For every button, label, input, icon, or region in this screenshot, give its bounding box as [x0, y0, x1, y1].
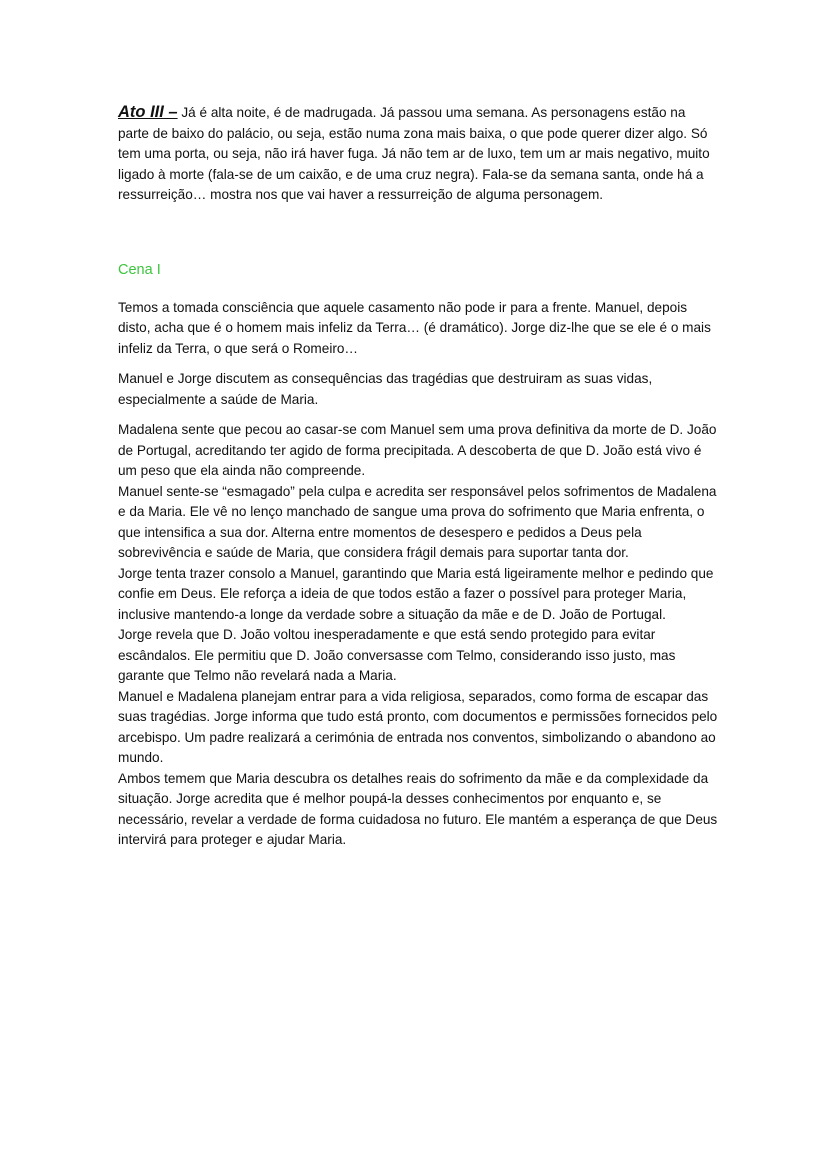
summary-line: Madalena sente que pecou ao casar-se com Manuel sem uma prova definitiva da morte de D. João de Portugal, acreditando ter agido de forma precipitada. A descoberta de que D. João está vivo é um peso que ela ainda não compreende. [118, 422, 717, 478]
document-page [118, 102, 718, 851]
summary-line: Manuel sente-se “esmagado” pela culpa e acredita ser responsável pelos sofrimentos de Madalena e da Maria. Ele vê no lenço manchado de sangue uma prova do sofrimento que Maria enfrenta, o que intensifica a sua dor. Alterna entre momentos de desespero e pedidos a Deus pela sobrevivência e saúde de Maria, que considera frágil demais para suportar tanta dor. [118, 483, 717, 560]
scene-paragraph: Temos a tomada consciência que aquele casamento não pode ir para a frente. Manuel, depois disto, acha que é o homem mais infeliz da Terra… (é dramático). Jorge diz-lhe que se ele é o mais infeliz da Terra, o que será o Romeiro… [118, 299, 711, 356]
summary-line: Manuel e Madalena planejam entrar para a vida religiosa, separados, como forma de escapar das suas tragédias. Jorge informa que tudo está pronto, com documentos e permissões fornecidos pelo arcebispo. Um padre realizará a cerimónia de entrada nos conventos, simbolizando o abandono ao mundo. [118, 688, 718, 765]
act-label: Ato III – [118, 103, 178, 121]
summary-line: Ambos temem que Maria descubra os detalhes reais do sofrimento da mãe e da complexidade da situação. Jorge acredita que é melhor poupá-la desses conhecimentos por enquanto e, se necessário, revelar a verdade de forma cuidadosa no futuro. Ele mantém a esperança de que Deus intervirá para proteger e ajudar Maria. [118, 770, 718, 847]
scene-summary-block [118, 420, 718, 851]
scene-paragraph: Manuel e Jorge discutem as consequências das tragédias que destruiram as suas vidas, especialmente a saúde de Maria. [118, 371, 653, 407]
summary-line: Jorge revela que D. João voltou inesperadamente e que está sendo protegido para evitar escândalos. Ele permitiu que D. João conversasse com Telmo, considerando isso justo, mas garante que Telmo não revelará nada a Maria. [118, 627, 676, 683]
act-intro-text: Já é alta noite, é de madrugada. Já passou uma semana. As personagens estão na parte de baixo do palácio, ou seja, estão numa zona mais baixa, o que pode querer dizer algo. Só tem uma porta, ou seja, não irá haver fuga. Já não tem ar de luxo, tem um ar mais negativo, muito ligado à morte (fala-se de um caixão, e de uma cruz negra). Fala-se da semana santa, onde há a ressurreição… mostra nos que vai haver a ressurreição de alguma personagem. [118, 105, 710, 202]
act-intro-paragraph [118, 102, 718, 206]
summary-line: Jorge tenta trazer consolo a Manuel, garantindo que Maria está ligeiramente melhor e pedindo que confie em Deus. Ele reforça a ideia de que todos estão a fazer o possível para proteger Maria, inclusive mantendo-a longe da verdade sobre a situação da mãe e de D. João de Portugal. [118, 565, 714, 622]
scene-title: Cena I [118, 261, 161, 278]
